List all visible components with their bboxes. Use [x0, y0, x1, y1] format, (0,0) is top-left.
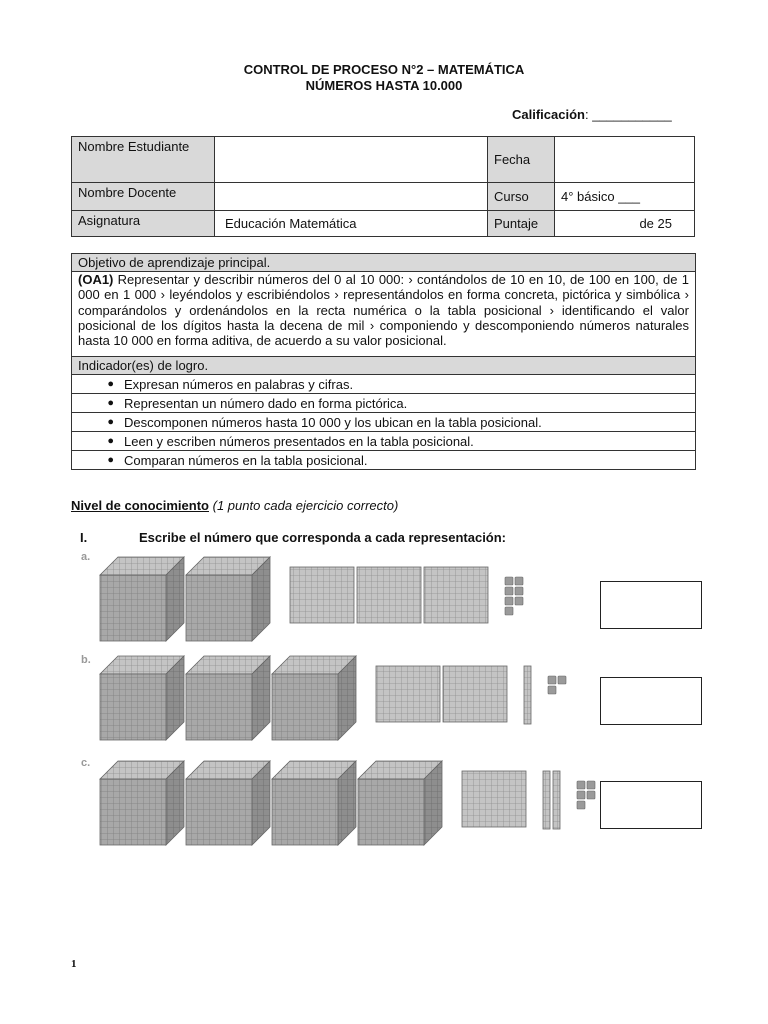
- unit-cube: [587, 781, 595, 789]
- unit-cube: [505, 577, 513, 585]
- thousand-cube: [100, 656, 184, 740]
- unit-cube: [515, 597, 523, 605]
- indicator-text: Expresan números en palabras y cifras.: [124, 376, 354, 392]
- bullet-icon: ●: [107, 378, 114, 391]
- hundred-flat: [443, 666, 507, 722]
- row-label-a: a.: [81, 551, 91, 563]
- hundred-flat: [376, 666, 440, 722]
- ten-rod: [543, 771, 550, 829]
- bullet-icon: ●: [107, 435, 114, 448]
- unit-cube: [505, 587, 513, 595]
- hundred-flat: [424, 567, 488, 623]
- thousand-cube: [186, 761, 270, 845]
- answer-box-c[interactable]: [600, 781, 702, 829]
- level-note: (1 punto cada ejercicio correcto): [212, 498, 399, 513]
- indicator-text: Comparan números en la tabla posicional.: [124, 452, 368, 468]
- row-label-c: c.: [81, 757, 91, 769]
- thousand-cube: [100, 761, 184, 845]
- indicator-text: Representan un número dado en forma pictórica.: [124, 395, 408, 411]
- course-label: Curso: [488, 183, 555, 211]
- hundred-flat: [290, 567, 354, 623]
- score-label: Puntaje: [488, 211, 555, 237]
- ten-rod: [524, 666, 531, 724]
- subject-value: Educación Matemática: [215, 211, 488, 237]
- unit-cube: [515, 577, 523, 585]
- unit-cube: [548, 686, 556, 694]
- row-label-b: b.: [81, 654, 91, 666]
- unit-cube: [558, 676, 566, 684]
- grade-label: Calificación: [512, 107, 585, 122]
- doc-title-line1: CONTROL DE PROCESO N°2 – MATEMÁTICA: [243, 62, 525, 77]
- bullet-icon: ●: [107, 416, 114, 429]
- answer-box-b[interactable]: [600, 677, 702, 725]
- unit-cube: [577, 801, 585, 809]
- objective-code: (OA1): [78, 272, 114, 287]
- thousand-cube: [272, 656, 356, 740]
- student-name-label: Nombre Estudiante: [72, 137, 215, 183]
- exercise-instruction: Escribe el número que corresponda a cada representación:: [139, 530, 507, 545]
- page-number: 1: [71, 958, 77, 970]
- unit-cube: [577, 781, 585, 789]
- hundred-flat: [462, 771, 526, 827]
- score-value: de 25: [555, 211, 695, 237]
- indicator-text: Leen y escriben números presentados en la tabla posicional.: [124, 433, 474, 449]
- thousand-cube: [186, 656, 270, 740]
- unit-cube: [548, 676, 556, 684]
- thousand-cube: [358, 761, 442, 845]
- unit-cube: [505, 597, 513, 605]
- thousand-cube: [100, 557, 184, 641]
- teacher-name-label: Nombre Docente: [72, 183, 215, 211]
- course-value: 4° básico ___: [555, 183, 695, 211]
- indicator-text: Descomponen números hasta 10 000 y los ubican en la tabla posicional.: [124, 414, 542, 430]
- level-label: Nivel de conocimiento: [71, 498, 209, 513]
- grade-blank: : ___________: [584, 107, 672, 122]
- unit-cube: [577, 791, 585, 799]
- subject-label: Asignatura: [72, 211, 215, 237]
- objective-header: Objetivo de aprendizaje principal.: [72, 254, 695, 272]
- ten-rod: [553, 771, 560, 829]
- unit-cube: [587, 791, 595, 799]
- answer-box-a[interactable]: [600, 581, 702, 629]
- hundred-flat: [357, 567, 421, 623]
- thousand-cube: [186, 557, 270, 641]
- date-label: Fecha: [488, 137, 555, 183]
- indicators-header: Indicador(es) de logro.: [72, 356, 695, 375]
- bullet-icon: ●: [107, 454, 114, 467]
- thousand-cube: [272, 761, 356, 845]
- exercise-numeral: I.: [80, 530, 88, 545]
- objective-text: Representar y describir números del 0 al 10 000: › contándolos de 10 en 10, de 100 en 100, de 1 000 en 1 000 › leyéndolos y escribiéndolos › representándolos en forma concreta, pictórica y simbólica › comparándolos y ordenándolos en la recta numérica o la tabla posicional › identificando el valor posicional de los dígitos hasta la decena de mil › componiendo y descomponiendo números naturales hasta 10 000 en forma aditiva, de acuerdo a su valor posicional.: [78, 272, 689, 349]
- unit-cube: [505, 607, 513, 615]
- doc-title-line2: NÚMEROS HASTA 10.000: [305, 78, 463, 93]
- unit-cube: [515, 587, 523, 595]
- bullet-icon: ●: [107, 397, 114, 410]
